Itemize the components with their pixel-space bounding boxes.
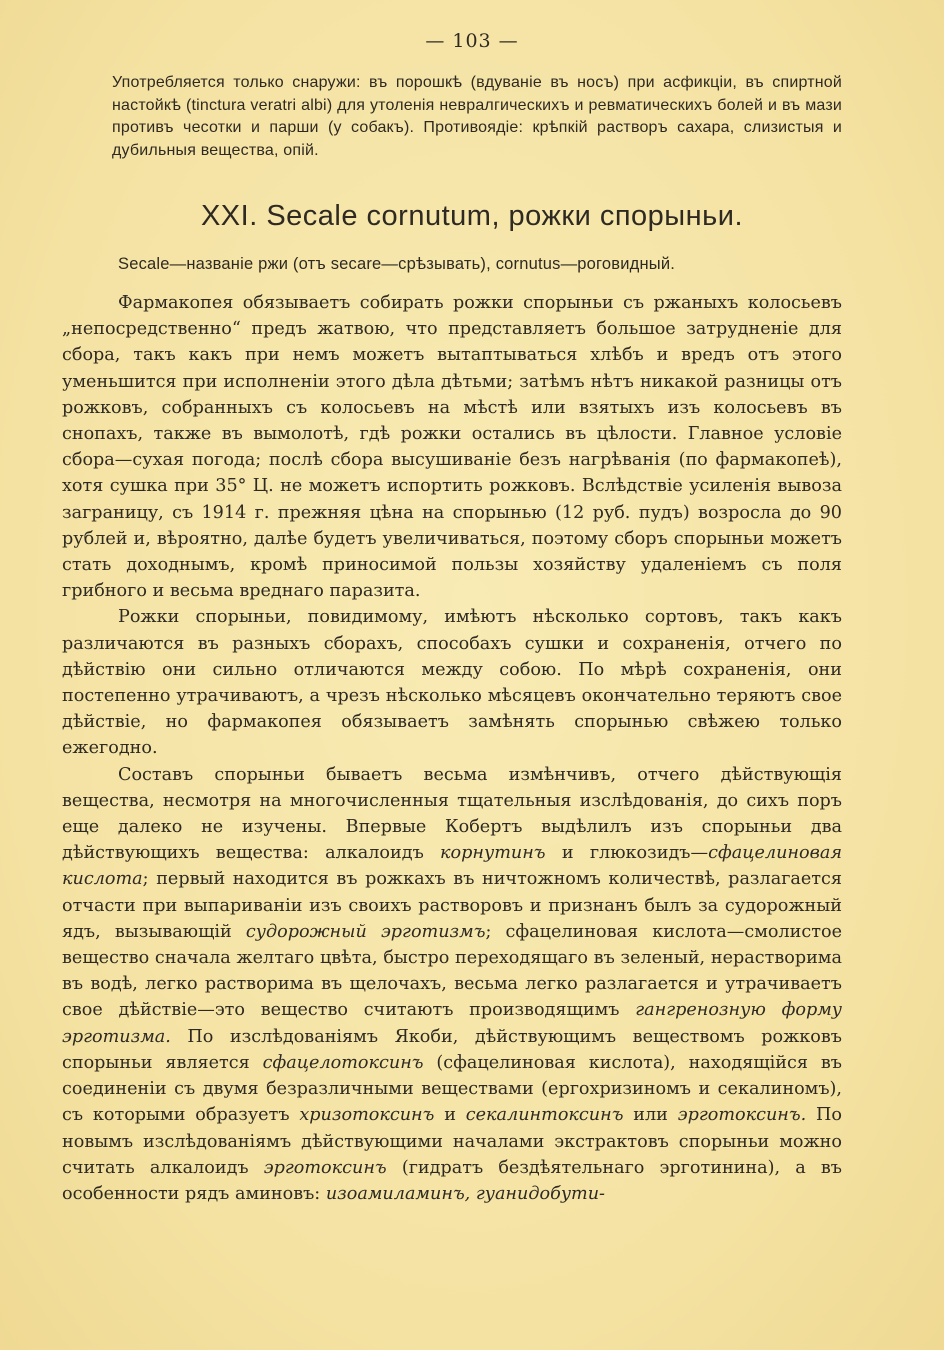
paragraph-2: Рожки спорыньи, повидимому, имѣютъ нѣсколько сортовъ, такъ какъ различаются въ разныхъ сборахъ, способахъ сушки и сохраненія, отчего по дѣйствію они сильно отличаются между собою. По мѣрѣ сохраненія, они постепенно утрачиваютъ, а чрезъ нѣсколько мѣсяцевъ окончательно теряютъ свое дѣйствіе, но фармакопея обязываетъ замѣнять спорынью свѣжею только ежегодно.: [62, 607, 842, 759]
text-span: Составъ спорыньи бываетъ весьма измѣнчивъ, отчего дѣйствующія вещества, несмотря на многочисленныя тщательныя изслѣдованія, до сихъ поръ еще далеко не изучены. Впервые Кобертъ выдѣлилъ изъ спорыньи два дѣйствующихъ вещества: алкалоидъ: [62, 764, 842, 864]
text-span: По новымъ изслѣдованіямъ дѣйствующими началами экстрактовъ спорыньи можно считать алкалоидъ: [62, 1105, 842, 1178]
italic-term: корнутинъ: [440, 843, 546, 864]
text-span: и: [434, 1105, 466, 1126]
body-text: [62, 290, 842, 1207]
italic-term: эрготоксинъ.: [677, 1105, 807, 1126]
text-span: (гидратъ бездѣятельнаго эрготинина), а въ особенности рядъ аминовъ:: [62, 1157, 842, 1204]
section-heading: XXI. Secale cornutum, рожки спорыньи.: [200, 200, 744, 232]
italic-term: судорожный эрготизмъ: [245, 921, 486, 942]
etymology-line: Secale—названіе ржи (отъ secare—срѣзывать), cornutus—роговидный.: [118, 255, 676, 273]
page-number: — 103 —: [425, 30, 519, 52]
italic-term: эрготоксинъ: [263, 1157, 387, 1178]
italic-term: гангренозную форму эрготизма.: [62, 1000, 842, 1047]
text-span: или: [623, 1105, 678, 1126]
paragraph-3: [62, 762, 842, 1207]
intro-paragraph: Употребляется только снаружи: въ порошкѣ (вдуваніе въ носъ) при асфикціи, въ спиртной настойкѣ (tinctura veratri albi) для утоленія невралгическихъ и ревматическихъ болей и въ мази противъ чесотки и парши (у собакъ). Противоядіе: крѣпкій растворъ сахара, слизистыя и дубильныя вещества, опій.: [112, 74, 842, 159]
text-span: ; первый находится въ рожкахъ въ ничтожномъ количествѣ, разлагается отчасти при выпариваніи изъ своихъ растворовъ и признанъ былъ за судорожный ядъ, вызывающій: [62, 869, 842, 942]
italic-term: изоамиламинъ, гуанидобути-: [325, 1183, 606, 1204]
paragraph-1: Фармакопея обязываетъ собирать рожки спорыньи съ ржаныхъ колосьевъ „непосредственно“ предъ жатвою, что представляетъ большое затрудненіе для сбора, такъ какъ при немъ можетъ вытаптываться хлѣбъ и вредъ отъ этого уменьшится при исполненіи этого дѣла дѣтьми; затѣмъ нѣтъ никакой разницы отъ рожковъ, собранныхъ съ колосьевъ на мѣстѣ или взятыхъ изъ колосьевъ въ снопахъ, также въ вымолотѣ, гдѣ рожки остались въ цѣлости. Главное условіе сбора—сухая погода; послѣ сбора высушиваніе безъ нагрѣванія (по фармакопеѣ), хотя сушка при 35° Ц. не можетъ испортить рожковъ. Вслѣдствіе усиленія вывоза заграницу, съ 1914 г. прежняя цѣна на спорынью (12 руб. пудъ) возросла до 90 рублей и, вѣроятно, далѣе будетъ увеличиваться, поэтому сборъ спорыньи можетъ стать доходнымъ, кромѣ приносимой пользы хозяйству удаленіемъ съ поля грибного и весьма вреднаго паразита.: [62, 293, 842, 602]
italic-term: сфацелотоксинъ: [262, 1052, 424, 1073]
text-span: По изслѣдованіямъ Якоби, дѣйствующимъ веществомъ рожковъ спорыньи является: [62, 1026, 842, 1073]
text-span: и глюкозидъ—: [545, 843, 709, 864]
text-span: ; сфацелиновая кислота—смолистое вещество сначала желтаго цвѣта, быстро переходящаго въ зеленый, нерастворима въ водѣ, легко растворима въ щелочахъ, весьма легко разлагается и утрачиваетъ свое дѣйствіе—это вещество считаютъ производящимъ: [62, 921, 842, 1021]
italic-term: сфацелиновая кислота: [62, 843, 842, 890]
text-span: (сфацелиновая кислота), находящійся въ соединеніи съ двумя безразличными веществами (ергохризиномъ и секалиномъ), съ которыми образуетъ: [62, 1052, 842, 1126]
italic-term: секалинтоксинъ: [465, 1105, 624, 1126]
italic-term: хризотоксинъ: [299, 1105, 435, 1126]
